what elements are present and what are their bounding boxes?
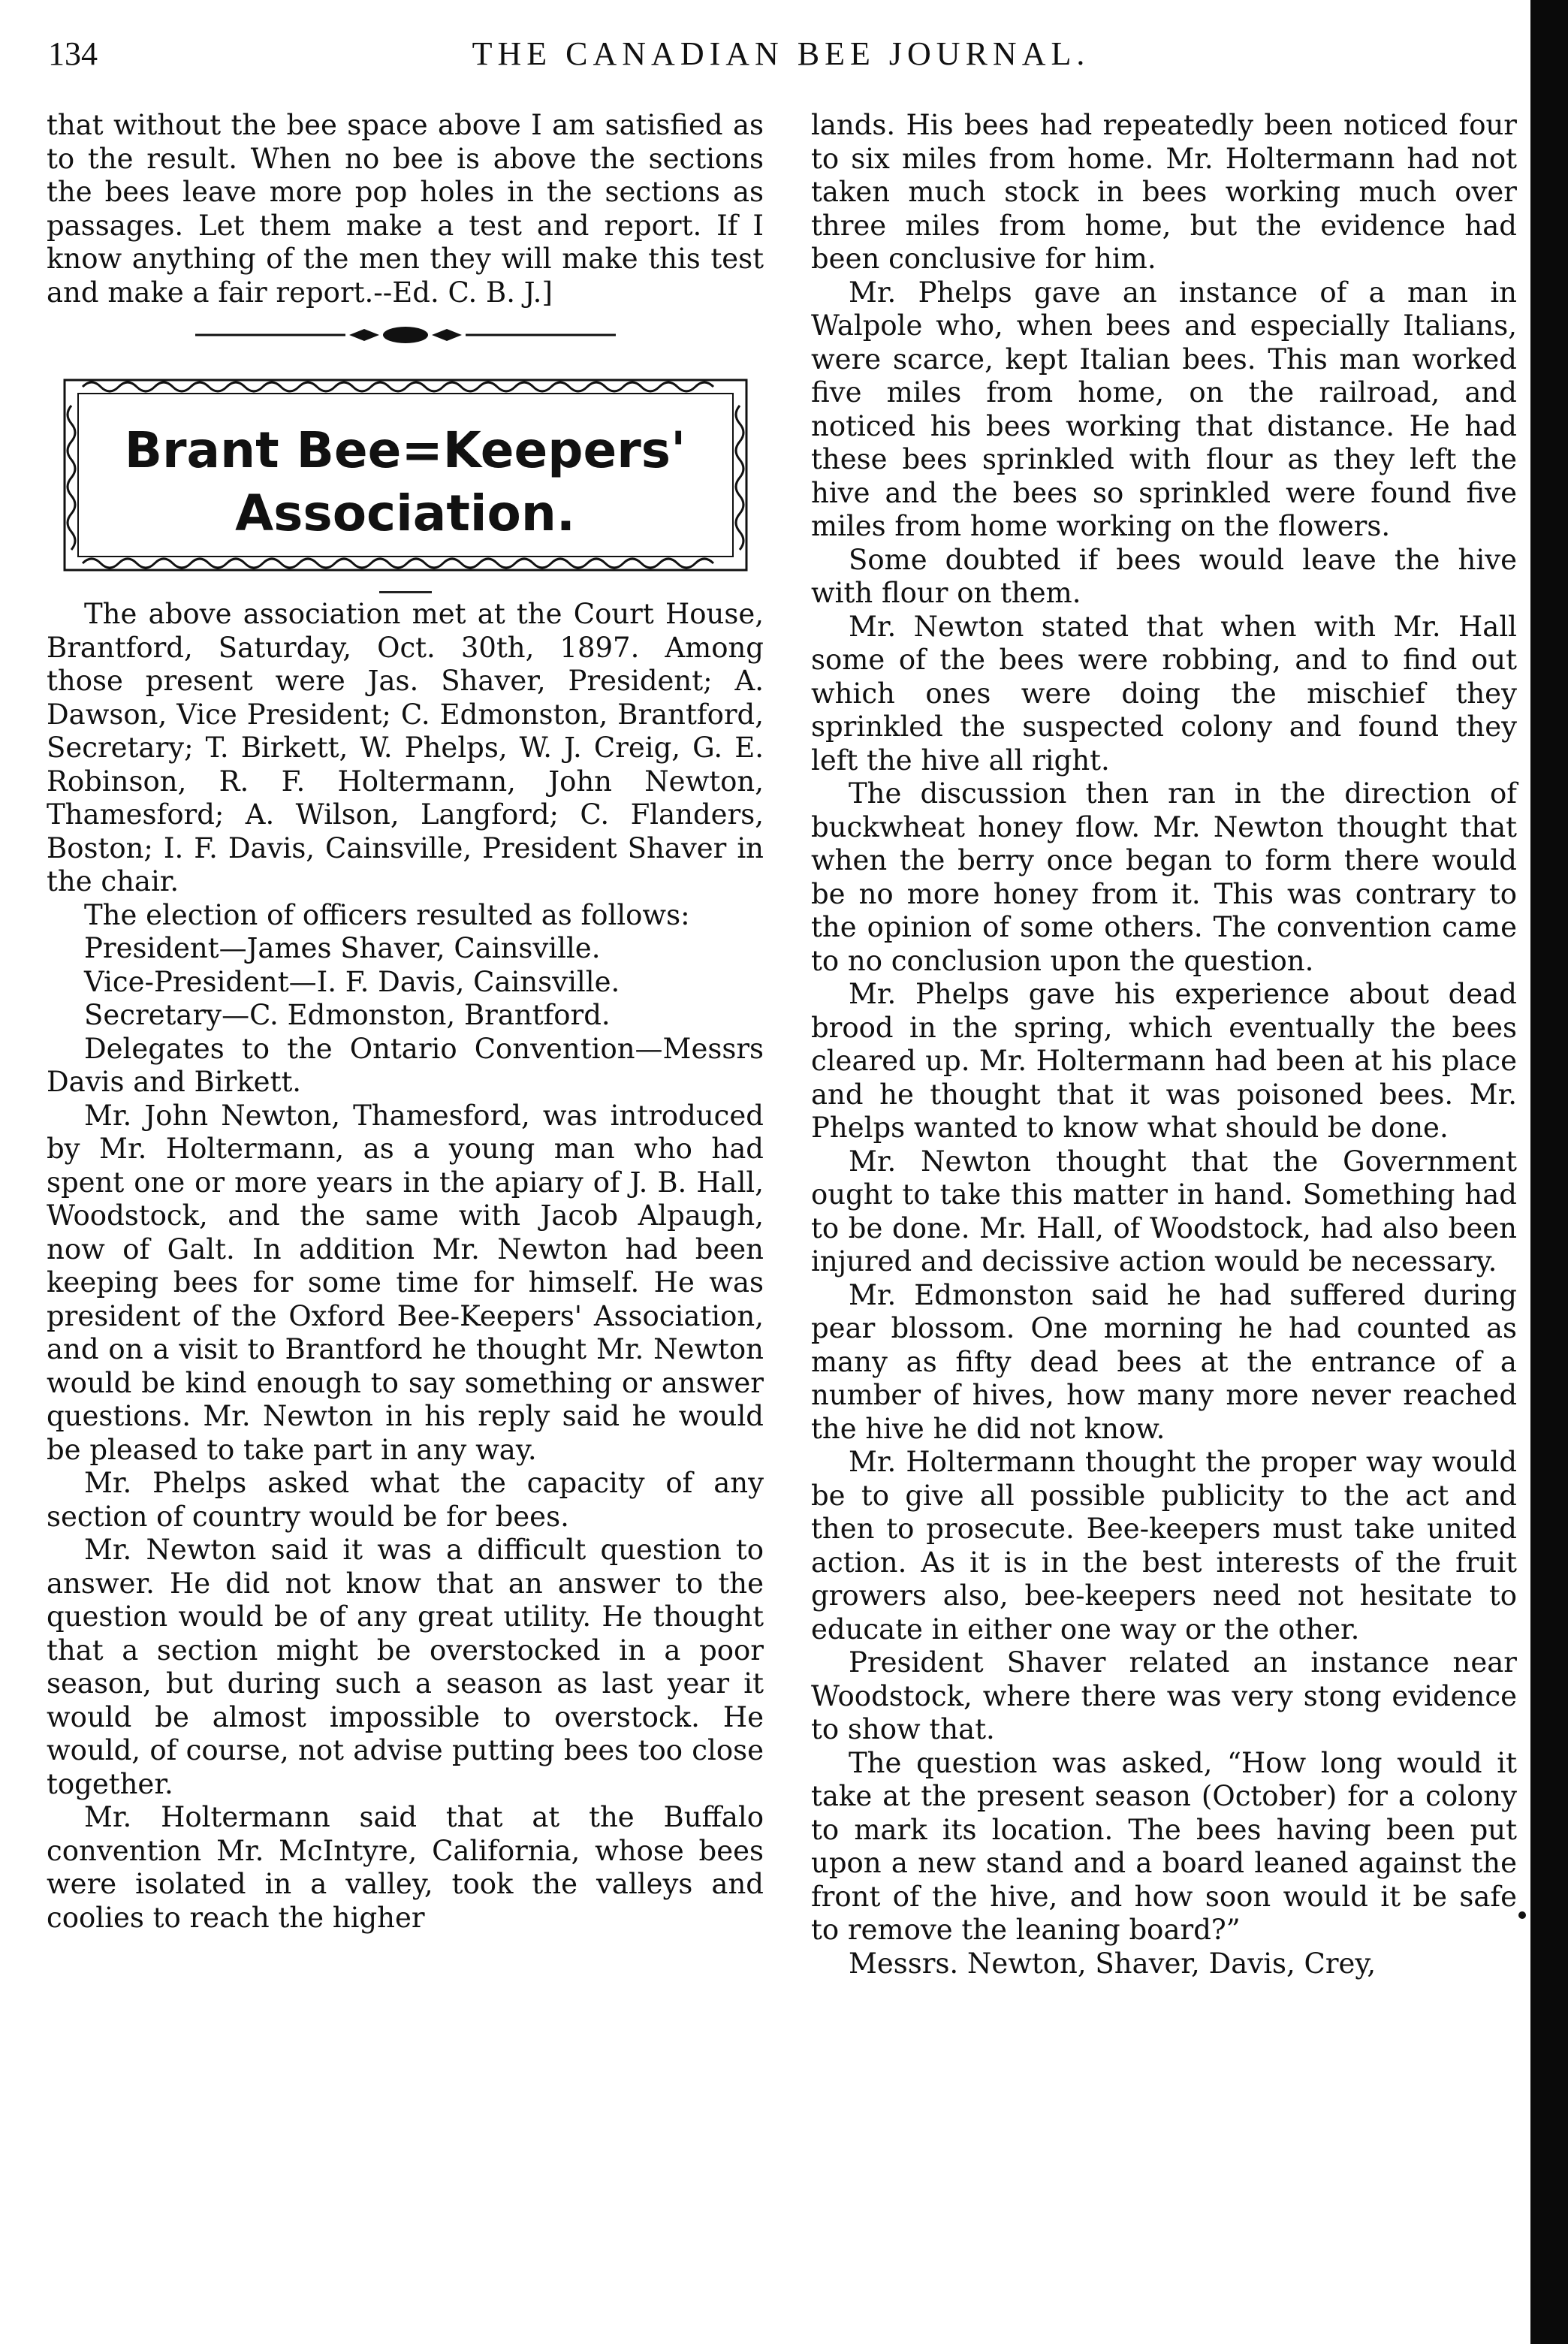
doubt-paragraph: Some doubted if bees would leave the hive with flour on them. xyxy=(811,543,1517,609)
election-paragraph: The election of officers resulted as follows: xyxy=(84,898,690,931)
buckwheat-paragraph: The discussion then ran in the direction of buckwheat honey flow. Mr. Newton thought that when the berry once began to form there would be no more honey from it. This was contrary to the opinion of some others. The convention came to no conclusion upon the question. xyxy=(811,777,1517,977)
holtermann-paragraph: Mr. Holtermann said that at the Buffalo convention Mr. McIntyre, California, whose bees were isolated in a valley, took the valleys and coolies to reach the higher xyxy=(47,1801,764,1934)
heading-line-1: Brant Bee=Keepers' xyxy=(124,421,686,479)
article-heading xyxy=(60,419,751,545)
edge-mark xyxy=(1518,1911,1526,1919)
officer-secretary: Secretary—C. Edmonston, Brantford. xyxy=(84,999,611,1031)
page-number: 134 xyxy=(48,35,98,72)
messrs-paragraph: Messrs. Newton, Shaver, Davis, Crey, xyxy=(849,1947,1377,1980)
meeting-paragraph: The above association met at the Court House, Brantford, Saturday, Oct. 30th, 1897. Among those present were Jas. Shaver, President; A. Dawson, Vice President; C. Edmonston, Brantford, Secretary; T. Birkett, W. Phelps, W. J. Creig, G. E. Robinson, R. F. Holtermann, John Newton, Thamesford; A. Wilson, Langford; C. Flanders, Boston; I. F. Davis, Cainsville, President Shaver in the chair. xyxy=(47,598,764,897)
running-head xyxy=(45,21,1517,81)
editor-note-paragraph: that without the bee space above I am satisfied as to the result. When no bee is above the sections the bees leave more pop holes in the sections as passages. Let them make a test and report. If I know anything of the men they will make this test and make a fair report.--Ed. C. B. J.] xyxy=(47,109,764,309)
phelps-walpole-paragraph: Mr. Phelps gave an instance of a man in Walpole who, when bees and especially Italians, were scarce, kept Italian bees. This man worked five miles from home, on the railroad, and noticed his bees working that distance. He had these bees sprinkled with flour as they left the hive and the bees so sprinkled were found five miles from home working on the flowers. xyxy=(811,276,1517,542)
heading-line-2: Association. xyxy=(235,484,575,542)
newton-robbing-paragraph: Mr. Newton stated that when with Mr. Hall some of the bees were robbing, and to find out which ones were doing the mischief they sprinkled the suspected colony and found they left the hive all right. xyxy=(811,610,1517,777)
continued-paragraph: lands. His bees had repeatedly been noticed four to six miles from home. Mr. Holtermann had not taken much stock in bees working much over three miles from home, but the evidence had been conclusive for him. xyxy=(811,109,1517,275)
shaver-instance-paragraph: President Shaver related an instance near Woodstock, where there was very stong evidence to show that. xyxy=(811,1646,1517,1745)
phelps-question-paragraph: Mr. Phelps asked what the capacity of any section of country would be for bees. xyxy=(47,1467,764,1533)
left-column xyxy=(47,109,764,1935)
edmonston-paragraph: Mr. Edmonston said he had suffered during pear blossom. One morning he had counted as many as fifty dead bees at the entrance of a number of hives, how many more never reached the hive he did not know. xyxy=(811,1278,1517,1445)
question-paragraph: The question was asked, “How long would it take at the present season (October) for a colony to mark its location. The bees having been put upon a new stand and a board leaned against the front of the hive, and how soon would it be safe to remove the leaning board?” xyxy=(811,1746,1517,1946)
ornamental-rule-icon xyxy=(195,324,616,346)
ornamental-rule xyxy=(47,320,764,350)
journal-title: THE CANADIAN BEE JOURNAL. xyxy=(472,35,1090,72)
right-column xyxy=(811,109,1517,1980)
government-paragraph: Mr. Newton thought that the Government ought to take this matter in hand. Something had to be done. Mr. Hall, of Woodstock, had also been injured and decissive action would be necessary. xyxy=(811,1145,1517,1278)
newton-answer-paragraph: Mr. Newton said it was a difficult question to answer. He did not know that an answer to the question would be of any great utility. He thought that a section might be overstocked in a poor season, but during such a season as last year it would be almost impossible to overstock. He would, of course, not advise putting bees too close together. xyxy=(47,1534,764,1800)
delegates-paragraph: Delegates to the Ontario Convention—Messrs Davis and Birkett. xyxy=(47,1032,764,1098)
newton-intro-paragraph: Mr. John Newton, Thamesford, was introduced by Mr. Holtermann, as a young man who had spent one or more years in the apiary of J. B. Hall, Woodstock, and the same with Jacob Alpaugh, now of Galt. In addition Mr. Newton had been keeping bees for some time for himself. He was president of the Oxford Bee-Keepers' Association, and on a visit to Brantford he thought Mr. Newton would be kind enough to say something or answer questions. Mr. Newton in his reply said he would be pleased to take part in any way. xyxy=(47,1099,764,1466)
officer-president: President—James Shaver, Cainsville. xyxy=(84,932,601,964)
publicity-paragraph: Mr. Holtermann thought the proper way would be to give all possible publicity to the act and then to prosecute. Bee-keepers must take united action. As it is in the best interests of the fruit growers also, bee-keepers need not hesitate to educate in either one way or the other. xyxy=(811,1446,1517,1646)
officer-vice-president: Vice-President—I. F. Davis, Cainsville. xyxy=(84,965,620,998)
article-heading-box xyxy=(60,376,751,575)
page-edge-shadow xyxy=(1530,0,1568,2344)
dead-brood-paragraph: Mr. Phelps gave his experience about dead brood in the spring, which eventually the bees cleared up. Mr. Holtermann had been at his place and he thought that it was poisoned bees. Mr. Phelps wanted to know what should be done. xyxy=(811,978,1517,1144)
short-divider xyxy=(379,591,432,593)
